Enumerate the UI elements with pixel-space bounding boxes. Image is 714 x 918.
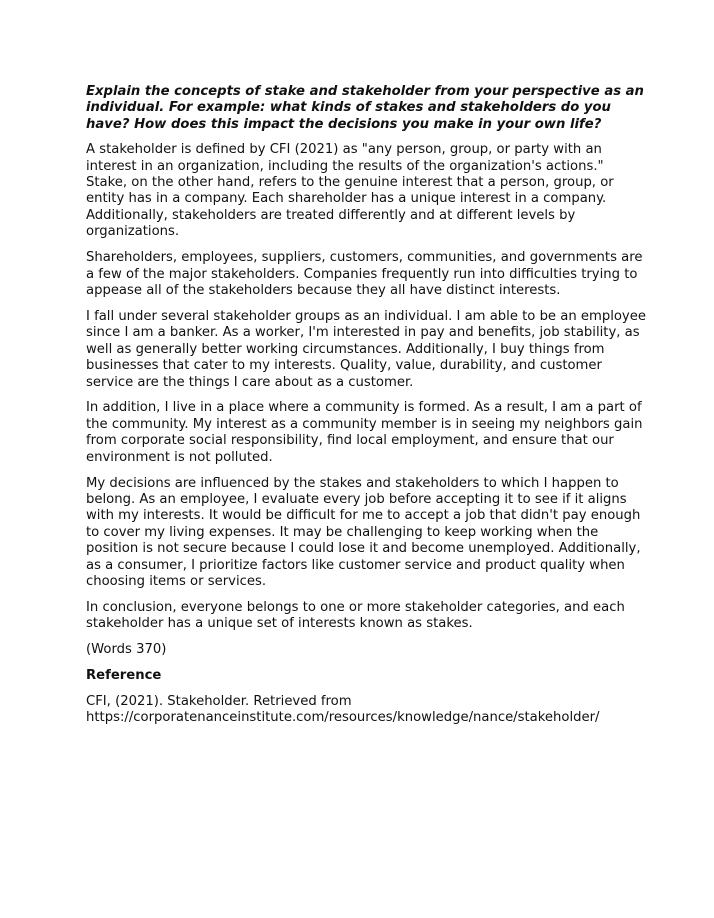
paragraph-community: In addition, I live in a place where a community is formed. As a result, I am a part of the community. My interest as a community member is in seeing my neighbors gain from corporate social responsibility, find local employment, and ensure that our environment is not polluted. <box>86 400 643 465</box>
document-page <box>86 84 646 736</box>
paragraph-major-stakeholders: Shareholders, employees, suppliers, customers, communities, and governments are a few of the major stakeholders. Companies frequently run into difficulties trying to appease all of the stakeholders because they all have distinct interests. <box>86 250 643 298</box>
question-heading: Explain the concepts of stake and stakeholder from your perspective as an individual. For example: what kinds of stakes and stakeholders do you have? How does this impact the decisions you make in your own life? <box>86 84 644 132</box>
paragraph-stakeholder-definition: A stakeholder is defined by CFI (2021) as "any person, group, or party with an interest in an organization, including the results of the organization's actions." Stake, on the other hand, refers to the genuine interest that a person, group, or entity has in a company. Each shareholder has a unique interest in a company. Additionally, stakeholders are treated differently and at different levels by organizations. <box>86 142 614 240</box>
paragraph-decisions: My decisions are influenced by the stakes and stakeholders to which I happen to belong. As an employee, I evaluate every job before accepting it to see if it aligns with my interests. It would be difficult for me to accept a job that didn't pay enough to cover my living expenses. It may be challenging to keep working when the position is not secure because I could lose it and become unemployed. Additionally, as a consumer, I prioritize factors like customer service and product quality when choosing items or services. <box>86 475 641 589</box>
paragraph-conclusion: In conclusion, everyone belongs to one or more stakeholder categories, and each stakeholder has a unique set of interests known as stakes. <box>86 599 625 632</box>
reference-heading: Reference <box>86 668 162 684</box>
paragraph-individual-groups: I fall under several stakeholder groups as an individual. I am able to be an employee since I am a banker. As a worker, I'm interested in pay and benefits, job stability, as well as generally better working circumstances. Additionally, I buy things from businesses that cater to my interests. Quality, value, durability, and customer service are the things I care about as a customer. <box>86 308 646 390</box>
word-count: (Words 370) <box>86 642 167 658</box>
reference-entry: CFI, (2021). Stakeholder. Retrieved from https://corporatenanceinstitute.com/resources/knowledge/nance/stakeholder/ <box>86 694 600 726</box>
